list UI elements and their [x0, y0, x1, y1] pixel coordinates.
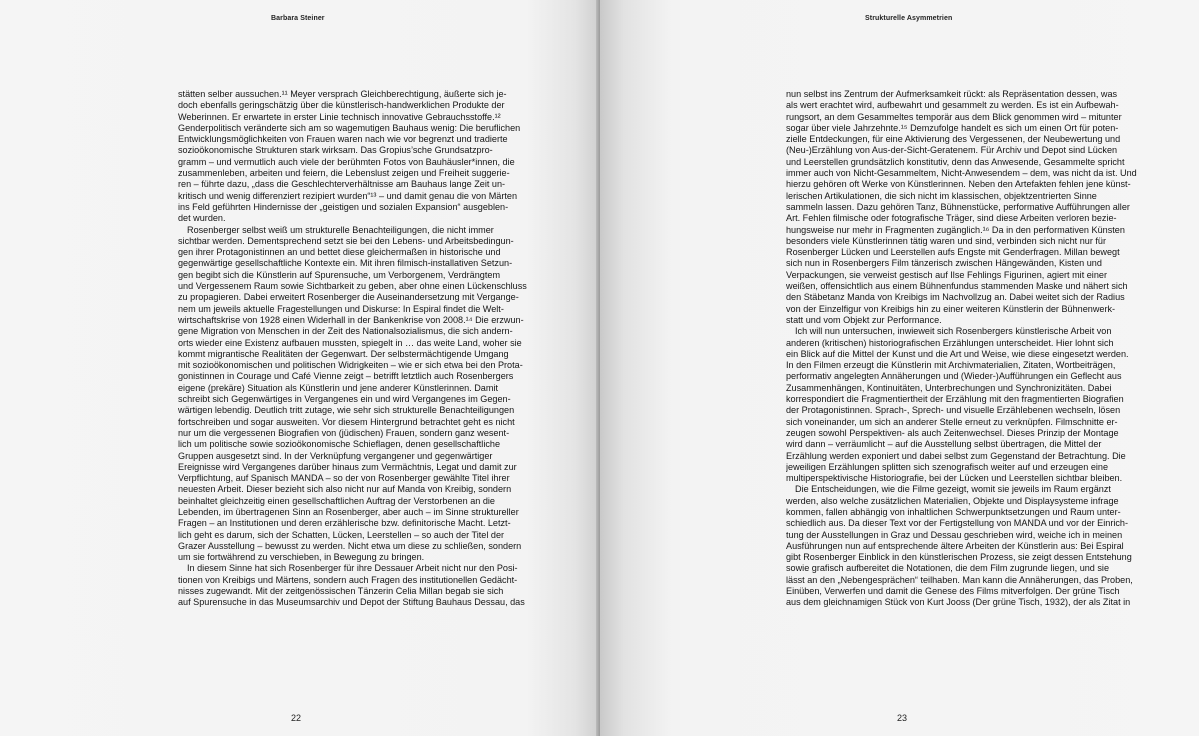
text-line: Einüben, Verwerfen und damit die Genese des Films mitverfolgen. Der grüne Tisch — [786, 586, 1120, 597]
text-line: gen begibt sich die Künstlerin auf Spurensuche, um Verborgenem, Verdrängtem — [178, 269, 501, 280]
text-line: doch ebenfalls geringschätzig über die künstlerisch-handwerklichen Produkte der — [178, 100, 505, 111]
text-line: neuesten Arbeit. Dieser bezieht sich also nicht nur auf Manda von Kreibig, sondern — [178, 484, 512, 495]
body-text-left — [178, 89, 554, 609]
text-line: kommt migrantische Realitäten der Gegenwart. Der selbstermächtigende Umgang — [178, 348, 509, 359]
text-line: wird dann – verräumlicht – auf die Ausstellung selbst übertragen, die Mittel der — [786, 439, 1102, 450]
text-line: beinhaltet gleichzeitig einen gesellschaftlichen Auftrag der Verstorbenen an die — [178, 495, 495, 506]
text-line: zielle Entdeckungen, für eine Aktivierung des Vergessenen, der Neubewertung und — [786, 134, 1121, 145]
text-line: Weberinnen. Er erwartete in erster Linie technisch innovative Gebrauchsstoffe.¹² — [178, 111, 501, 122]
text-line: und Vergessenem Raum sowie Sichtbarkeit zu geben, aber ohne einen Lückenschluss — [178, 281, 527, 292]
text-line: Ereignisse wird Vergangenes darüber hinaus zum Vermächtnis, Legat und damit zur — [178, 461, 517, 472]
text-line: werden, also welche zusätzlichen Materialien, Objekte und Displaysysteme infrage — [786, 495, 1119, 506]
left-page — [0, 0, 599, 736]
text-line: Gruppen ausgesetzt sind. In der Verknüpfung vergangener und gegenwärtiger — [178, 450, 493, 461]
text-line: mit sozioökonomischen und politischen Widrigkeiten – wie er sich etwa bei den Prota- — [178, 360, 523, 371]
text-line: lässt an den „Nebengesprächen“ teilhaben. Man kann die Annäherungen, das Proben, — [786, 574, 1133, 585]
text-line: Grazer Ausstellung – bewusst zu werden. Nicht etwa um diese zu schließen, sondern — [178, 540, 522, 551]
text-line: sichtbar werden. Dementsprechend setzt sie bei den Lebens- und Arbeitsbedingun- — [178, 235, 514, 246]
text-line: als wert erachtet wird, aufbewahrt und gesammelt zu werden. Es ist ein Aufbewah- — [786, 100, 1119, 111]
text-line: lich um politische sowie sozioökonomische Schieflagen, denen gesellschaftliche — [178, 439, 500, 450]
text-line: sogar über viele Jahrzehnte.¹⁵ Demzufolge handelt es sich um einen Ort für poten- — [786, 122, 1119, 133]
text-line: lerischen Artikulationen, die sich nicht im klassischen, objektzentrierten Sinne — [786, 190, 1097, 201]
text-line: Verpflichtung, auf Spanisch MANDA – so der von Rosenberger gewählte Titel ihrer — [178, 473, 510, 484]
text-line: Zusammenhängen, Kontinuitäten, Unterbrechungen und Synchronizitäten. Dabei — [786, 382, 1112, 393]
text-line: zeugen sowohl Perspektiven- als auch Zeitenwechsel. Dieses Prinzip der Montage — [786, 427, 1119, 438]
running-head-title: Strukturelle Asymmetrien — [865, 15, 953, 22]
text-line: sich nun in Rosenbergers Film tänzerisch zwischen Hängewänden, Kisten und — [786, 258, 1102, 269]
text-line: Die Entscheidungen, wie die Filme gezeigt, womit sie jeweils im Raum ergänzt — [795, 484, 1111, 495]
text-line: Entwicklungsmöglichkeiten von Frauen waren nach wie vor begrenzt und tradierte — [178, 134, 508, 145]
text-line: Ausführungen nun auf entsprechende ältere Arbeiten der Künstlerin aus: Bei Espiral — [786, 540, 1124, 551]
text-line: orts wieder eine Existenz aufbauen mussten, spiegelt in … das weite Land, woher sie — [178, 337, 522, 348]
text-line: den Stäbetanz Manda von Kreibigs im Nachvollzug an. Dabei weitet sich der Radius — [786, 292, 1125, 303]
text-line: (Neu-)Erzählung von Aus-der-Sicht-Geratenem. Für Archiv und Depot sind Lücken — [786, 145, 1118, 156]
text-line: ren – führte dazu, „dass die Geschlechterverhältnisse am Bauhaus lange Zeit un- — [178, 179, 506, 190]
body-text-right — [786, 89, 1162, 609]
text-line: In diesem Sinne hat sich Rosenberger für ihre Dessauer Arbeit nicht nur den Posi- — [187, 563, 518, 574]
text-line: gene Migration von Menschen in der Zeit des Nationalsozialismus, die sich andern- — [178, 326, 513, 337]
text-line: eigene (prekäre) Situation als Künstlerin und jene anderer Künstlerinnen. Damit — [178, 382, 498, 393]
text-line: der Protagonistinnen. Sprach-, Sprech- und visuelle Erzählebenen wechseln, lösen — [786, 405, 1121, 416]
text-line: jeweiligen Erzählungen splitten sich szenografisch weiter auf und erzeugen eine — [786, 461, 1109, 472]
text-line: stätten selber aussuchen.¹¹ Meyer versprach Gleichberechtigung, äußerte sich je- — [178, 89, 507, 99]
text-line: Erzählung werden exponiert und dabei selbst zum Gegenstand der Betrachtung. Die — [786, 450, 1126, 461]
text-line: kommen, fallen abhängig von inhaltlichen Schwerpunktsetzungen und Raum unter- — [786, 506, 1121, 517]
text-line: nun selbst ins Zentrum der Aufmerksamkeit rückt: als Repräsentation dessen, was — [786, 89, 1118, 99]
text-line: und Leerstellen grundsätzlich konstitutiv, denn das Anwesende, Gesammelte spricht — [786, 156, 1125, 167]
text-line: aus dem gleichnamigen Stück von Kurt Jooss (Der grüne Tisch, 1932), der als Zitat in — [786, 597, 1131, 608]
text-line: gramm – und vermutlich auch viele der berühmten Fotos von Bauhäusler*innen, die — [178, 156, 515, 167]
text-line: Verpackungen, sie verweist gestisch auf Ilse Fehlings Figurinen, agiert mit einer — [786, 269, 1107, 280]
text-line: Rosenberger selbst weiß um strukturelle Benachteiligungen, die nicht immer — [187, 224, 494, 235]
text-line: nisses zugewandt. Mit der zeitgenössischen Tänzerin Celia Millan begab sie sich — [178, 586, 504, 597]
text-line: statt und vom Objekt zur Performance. — [786, 314, 942, 325]
text-line: sozioökonomische Strukturen stark wirksam. Das Gropius’sche Grundsatzpro- — [178, 145, 493, 156]
text-line: Rosenberger Lücken und Leerstellen aufs Engste mit Genderfragen. Millan bewegt — [786, 247, 1120, 258]
text-line: korrespondiert die Fragmentiertheit der Erzählung mit den fragmentierten Biografien — [786, 394, 1124, 405]
text-line: sowie grafisch aufbereitet die Notationen, die dem Film zugrunde liegen, und sie — [786, 563, 1110, 574]
text-line: von der Einzelfigur von Kreibigs hin zu einer weiteren Künstlerin der Bühnenwerk- — [786, 303, 1116, 314]
text-line: sich voneinander, um sich an anderer Stelle erneut zu verknüpfen. Filmschnitte er- — [786, 416, 1118, 427]
text-line: det wurden. — [178, 213, 226, 224]
text-line: schiedlich aus. Da dieser Text vor der Fertigstellung von MANDA und vor der Einrich- — [786, 518, 1129, 529]
running-head-author: Barbara Steiner — [271, 15, 325, 22]
text-line: besonders viele Künstlerinnen tätig waren und sind, verbinden sich nicht nur für — [786, 235, 1106, 246]
text-line: gibt Rosenberger Einblick in den künstlerischen Prozess, sie zeigt dessen Entstehung — [786, 552, 1132, 563]
text-line: gegenwärtige gesellschaftliche Kontexte ein. Mit ihren filmisch-installativen Setzun- — [178, 258, 513, 269]
text-line: Lebenden, im übertragenen Sinn an Rosenberger, aber auch – im Sinne struktureller — [178, 506, 519, 517]
text-line: zusammenleben, arbeiten und feiern, die Lebenslust zeigen und Freiheit suggerie- — [178, 168, 510, 179]
text-line: kritisch und wenig differenziert rezipiert wurden“¹³ – und damit genau die von Märten — [178, 190, 517, 201]
page-number-right: 23 — [897, 713, 908, 723]
text-line: hierzu gehören oft Werke von Künstlerinnen. Neben den Artefakten fehlen jene künst- — [786, 179, 1131, 190]
text-line: weißen, offensichtlich aus einem Bühnenfundus stammenden Maske und nähert sich — [786, 281, 1128, 292]
text-line: zu propagieren. Dabei erweitert Rosenberger die Auseinandersetzung mit Vergange- — [178, 292, 519, 303]
text-line: lich geht es darum, sich der Schatten, Lücken, Leerstellen – so auch der Titel der — [178, 529, 505, 540]
text-line: rungsort, an dem Gesammeltes temporär aus dem Blick genommen wird – mitunter — [786, 111, 1122, 122]
text-line: wirtschaftskrise von 1928 einen Widerhall in der Bankenkrise von 2008.¹⁴ Die erzwun- — [178, 314, 524, 325]
text-line: hungsweise nur mehr in Fragmenten zugänglich.¹⁶ Da in den performativen Künsten — [786, 224, 1125, 235]
text-line: In den Filmen erzeugt die Künstlerin mit Archivmaterialien, Zitaten, Wortbeiträgen, — [786, 360, 1116, 371]
text-line: gen ihrer Protagonistinnen an und bettet diese gleichermaßen in historische und — [178, 247, 501, 258]
text-line: auf Spurensuche in das Museumsarchiv und Depot der Stiftung Bauhaus Dessau, das — [178, 597, 525, 608]
text-line: um sie fortwährend zu verschieben, in Bewegung zu bringen. — [178, 552, 425, 563]
text-line: nur um die vergessenen Biografien von (jüdischen) Frauen, sondern ganz wesent- — [178, 427, 510, 438]
text-line: gonistinnen in Courage und Café Vienne zeigt – betrifft letztlich auch Rosenbergers — [178, 371, 514, 382]
text-line: multiperspektivische Historiografie, bei der Lücken und Leerstellen sichtbar bleiben. — [786, 473, 1123, 484]
text-line: schreibt sich Gegenwärtiges in Vergangenes ein und wird Vergangenes im Gegen- — [178, 394, 511, 405]
text-line: nem um jeweils aktuelle Fragestellungen und Diskurse: In Espiral findet die Welt- — [178, 303, 504, 314]
text-line: ein Blick auf die Mittel der Kunst und die Art und Weise, wie diese eingesetzt werden. — [786, 348, 1129, 359]
text-line: immer auch von Nicht-Gesammeltem, Nicht-Anwesendem – dem, was nicht da ist. Und — [786, 168, 1137, 179]
text-line: ins Feld geführten Hindernisse der „geistigen und sozialen Expansion“ ausgeblen- — [178, 201, 509, 212]
text-line: tung der Ausstellungen in Graz und Dessau geschrieben wird, weiche ich in meinen — [786, 529, 1123, 540]
text-line: Art. Fehlen filmische oder fotografische Träger, sind diese Arbeiten verloren bezie- — [786, 213, 1117, 224]
text-line: Fragen – an Institutionen und deren erzählerische bzw. definitorische Macht. Letzt- — [178, 518, 511, 529]
text-line: performativ angelegten Annäherungen und (Wieder-)Aufführungen ein Geflecht aus — [786, 371, 1122, 382]
text-line: fortschreiben und sogar ausweiten. Vor diesem Hintergrund betrachtet geht es nicht — [178, 416, 515, 427]
text-line: wärtigen lebendig. Deutlich tritt zutage, wie sehr sich strukturelle Benachteiligungen — [178, 405, 515, 416]
text-line: anderen (kritischen) historiografischen Erzählungen unterscheidet. Hier lohnt sich — [786, 337, 1114, 348]
text-line: sammeln lassen. Dazu gehören Tanz, Bühnenstücke, performative Aufführungen aller — [786, 201, 1130, 212]
text-line: Genderpolitisch veränderte sich am so wagemutigen Bauhaus wenig: Die beruflichen — [178, 122, 521, 133]
text-line: tionen von Kreibigs und Märtens, sondern auch Fragen des institutionellen Gedächt- — [178, 574, 518, 585]
text-line: Ich will nun untersuchen, inwieweit sich Rosenbergers künstlerische Arbeit von — [795, 326, 1112, 337]
page-number-left: 22 — [291, 713, 302, 723]
right-page — [600, 0, 1199, 736]
